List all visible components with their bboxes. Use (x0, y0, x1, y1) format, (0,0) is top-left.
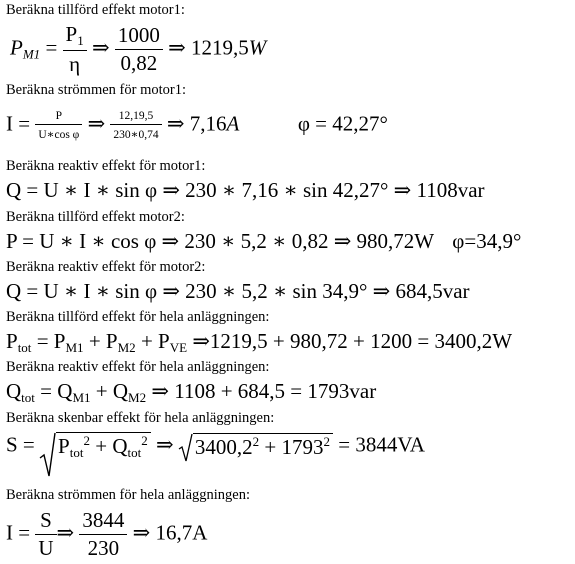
equation-p-motor2: P = U ∗ I ∗ cos φ ⇒ 230 ∗ 5,2 ∗ 0,82 ⇒ 980,72W φ=34,9° (6, 229, 522, 253)
implies-arrow: ⇒ (56, 520, 75, 545)
equation-i-total: I = $\frac{S}{U}$ ⇒ $\frac{3844}{230}$ ⇒ 16,7A (6, 508, 208, 560)
equation-q-motor1: Q = U ∗ I ∗ sin φ ⇒ 230 ∗ 7,16 ∗ sin 42,27° ⇒ 1108var (6, 178, 485, 202)
implies-arrow: ⇒ (168, 35, 186, 60)
result-value: 7,16 (189, 111, 227, 136)
result-unit: A (226, 111, 240, 136)
phi-value: φ=34,9° (452, 229, 522, 253)
label-strom-motor1: Beräkna strömmen för motor1: (6, 82, 186, 98)
result-value: = 3844VA (333, 432, 425, 457)
pm1-symbol: P (10, 35, 23, 60)
radical-sign (40, 432, 56, 480)
label-tillford-total: Beräkna tillförd effekt för hela anläggningen: (6, 309, 270, 325)
fraction-1000-082: $\frac{1000}{0,82}$ (115, 23, 163, 76)
equation-pm1: $P_{M1}$ = $\frac{P_1}{\eta}$ ⇒ $\frac{1000}{0,82}$ ⇒ 1219,5W (10, 22, 267, 76)
sqrt-numeric: $3400,2^2 + 1793^2$ (179, 433, 333, 460)
equation-i-motor1: I = $\frac{P}{\text{U∗cos φ}}$ ⇒ $\frac{12,19,5}{230∗0,74}$ ⇒ 7,16A φ = 42,27° (6, 110, 388, 141)
phi-value: φ = 42,27° (297, 111, 388, 136)
fraction-3844-230: $\frac{3844}{230}$ (79, 508, 127, 561)
sqrt-symbolic: $P_{tot}^2 + Q_{tot}^2$ (40, 432, 151, 461)
label-tillford-motor1: Beräkna tillförd effekt motor1: (6, 2, 185, 18)
equation-s: S = $P_{tot}^2 + Q_{tot}^2$ ⇒ $3400,2^2 + 1793^2 = 3844VA$ (6, 432, 425, 461)
result-value: 1219,5 (190, 35, 249, 60)
implies-arrow: ⇒ (87, 111, 106, 136)
fraction-p1-eta: $\frac{P_1}{\eta}$ (63, 22, 87, 77)
equation-ptot: $P_{tot} = P_{M1} + P_{M2} + P_{VE}$ ⇒1219,5 + 980,72 + 1200 = 3400,2W (6, 329, 513, 355)
label-strom-total: Beräkna strömmen för hela anläggningen: (6, 487, 251, 503)
label-tillford-motor2: Beräkna tillförd effekt motor2: (6, 209, 185, 225)
label-reaktiv-motor2: Beräkna reaktiv effekt för motor2: (6, 259, 206, 275)
equation-qtot: $Q_{tot} = Q_{M1} + Q_{M2}$ ⇒ 1108 + 684,5 = 1793var (6, 379, 377, 405)
pm1-subscript: M1 (22, 46, 41, 62)
fraction-values: $\frac{12,19,5}{230∗0,74}$ (110, 110, 161, 141)
label-reaktiv-motor1: Beräkna reaktiv effekt för motor1: (6, 158, 206, 174)
label-skenbar-total: Beräkna skenbar effekt för hela anläggningen: (6, 410, 275, 426)
fraction-p-ucos: $\frac{P}{\text{U∗cos φ}}$ (35, 110, 82, 141)
frac-num-p: P (65, 22, 78, 46)
implies-arrow: ⇒ (91, 35, 110, 60)
implies-arrow: ⇒ (166, 111, 185, 136)
equation-q-motor2: Q = U ∗ I ∗ sin φ ⇒ 230 ∗ 5,2 ∗ sin 34,9° ⇒ 684,5var (6, 279, 470, 303)
result-unit: W (248, 35, 267, 60)
fraction-s-u: $\frac{S}{U}$ (35, 508, 56, 561)
frac-den-eta: η (69, 52, 81, 76)
label-reaktiv-total: Beräkna reaktiv effekt för hela anläggningen: (6, 359, 270, 375)
result-value: ⇒ 16,7A (132, 520, 208, 545)
radical-sign (179, 433, 193, 463)
